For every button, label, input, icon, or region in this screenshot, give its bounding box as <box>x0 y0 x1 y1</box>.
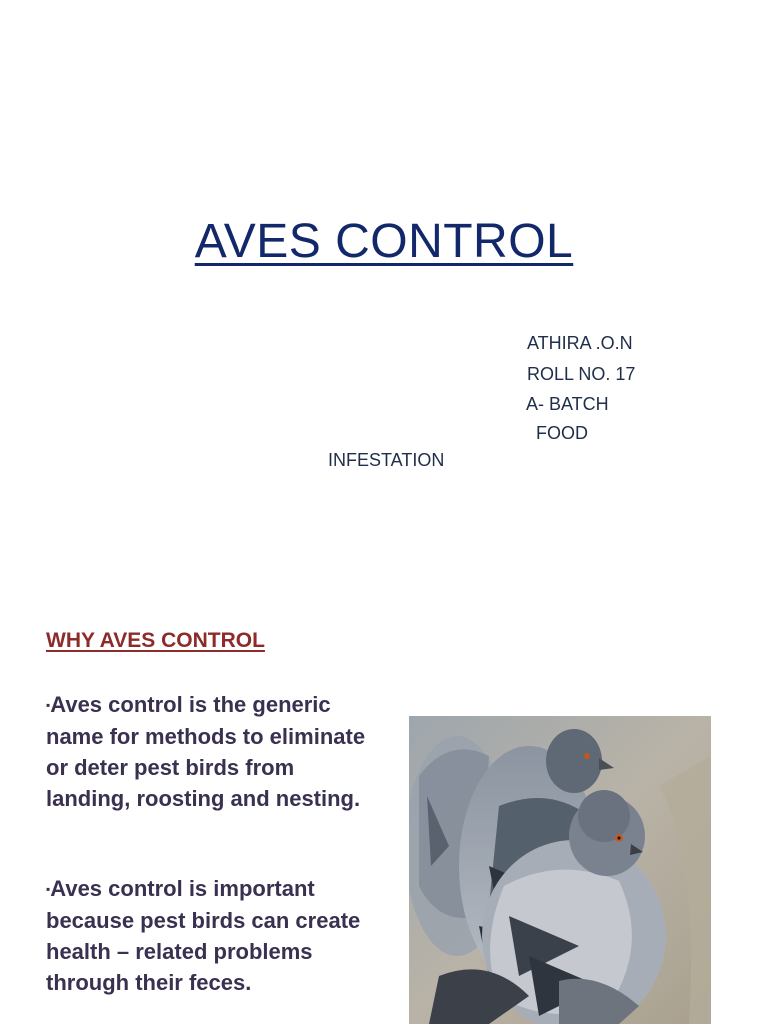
bullet-text: Aves control is the generic name for methods to eliminate or deter pest birds from landing, roosting and nesting. <box>46 692 366 811</box>
topic-line-2: INFESTATION <box>328 450 445 470</box>
bullet-mark: ▪ <box>46 698 51 712</box>
section-heading: WHY AVES CONTROL <box>46 629 265 652</box>
topic-line-1: FOOD <box>536 423 588 443</box>
bullet-mark: ▪ <box>46 882 51 896</box>
bullet-item <box>46 873 376 998</box>
bullet-text: Aves control is important because pest birds can create health – related problems through their feces. <box>46 876 361 995</box>
bullet-item <box>46 689 376 814</box>
pigeons-illustration <box>409 716 711 1024</box>
slide-title: AVES CONTROL <box>194 215 574 268</box>
author-batch: A- BATCH <box>526 394 609 414</box>
author-roll: ROLL NO. 17 <box>527 364 636 384</box>
pigeons-photo <box>409 716 711 1024</box>
author-name: ATHIRA .O.N <box>527 333 633 353</box>
